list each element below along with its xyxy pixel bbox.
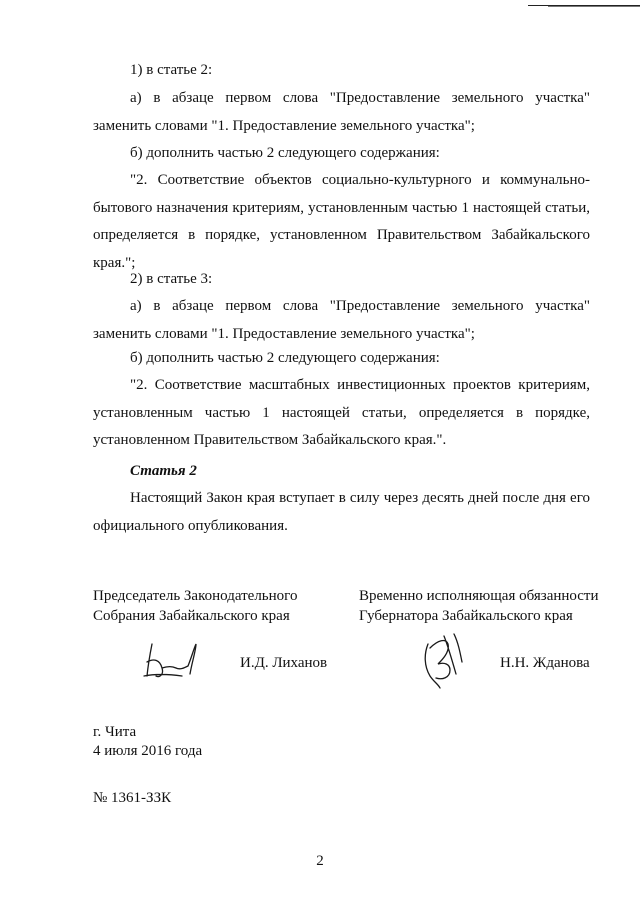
page-number: 2 xyxy=(316,853,324,869)
article-2-title: Статья 2 xyxy=(130,463,197,479)
item-2b: б) дополнить частью 2 следующего содержания: xyxy=(130,350,440,366)
item-1b: б) дополнить частью 2 следующего содержания: xyxy=(130,145,440,161)
left-handwritten-signature xyxy=(138,638,202,684)
top-rule-secondary xyxy=(548,6,640,7)
right-signatory-name: Н.Н. Жданова xyxy=(500,655,590,671)
right-title-line-1: Временно исполняющая обязанности xyxy=(359,588,599,604)
item-1a: а) в абзаце первом слова "Предоставление земельного участка" заменить словами "1. Предоставление земельного участка"; xyxy=(93,90,590,134)
left-title-line-2: Собрания Забайкальского края xyxy=(93,608,290,624)
footer-city: г. Чита xyxy=(93,724,137,740)
quote-part-2-article-3: "2. Соответствие масштабных инвестиционных проектов критериям, установленным частью 1 настоящей статьи, определяется в порядке, установленном Правительством Забайкальского края.". xyxy=(93,377,590,448)
right-title-line-2: Губернатора Забайкальского края xyxy=(359,608,573,624)
item-2-article-3: 2) в статье 3: xyxy=(130,271,213,287)
item-1-article-2: 1) в статье 2: xyxy=(130,62,213,78)
quote-part-2-article-2: "2. Соответствие объектов социально-культурного и коммунально-бытового назначения критериям, установленным частью 1 настоящей статьи, определяется в порядке, установленном Правительством Забайкальского края."; xyxy=(93,172,590,271)
footer-date: 4 июля 2016 года xyxy=(93,743,203,759)
item-2a: а) в абзаце первом слова "Предоставление земельного участка" заменить словами "1. Предоставление земельного участка"; xyxy=(93,298,590,342)
article-2-text: Настоящий Закон края вступает в силу через десять дней после дня его официального опубликования. xyxy=(93,490,590,534)
right-handwritten-signature xyxy=(414,630,472,692)
left-title-line-1: Председатель Законодательного xyxy=(93,588,298,604)
left-signatory-title xyxy=(93,586,297,626)
left-signatory-name: И.Д. Лиханов xyxy=(240,655,328,671)
right-signatory-title xyxy=(359,586,599,626)
law-number: № 1361-ЗЗК xyxy=(93,790,172,806)
